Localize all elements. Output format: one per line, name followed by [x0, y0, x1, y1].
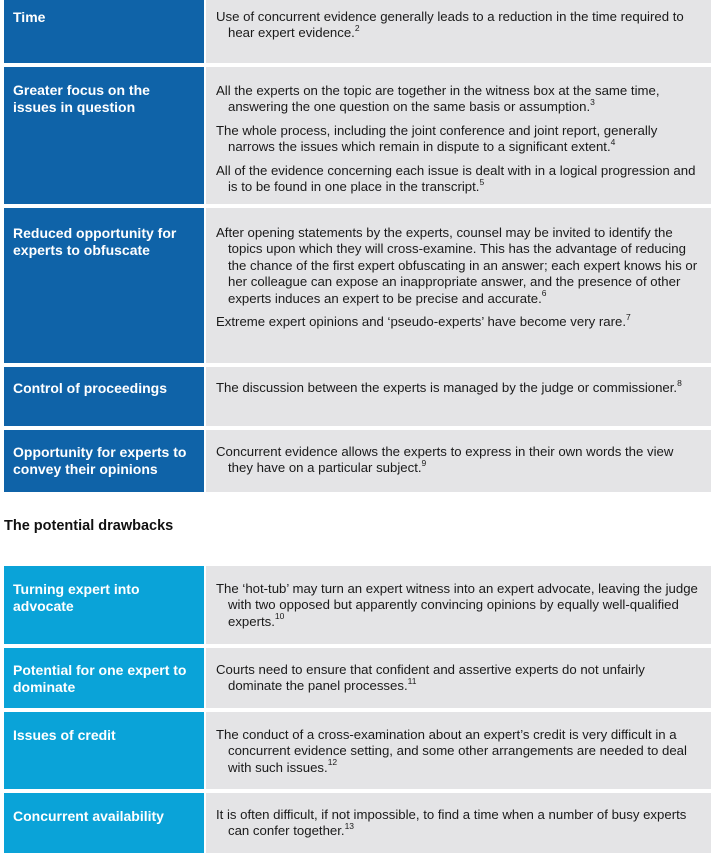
paragraph: Concurrent evidence allows the experts to express in their own words the view they have on a particular subject.$^9$	[216, 444, 674, 476]
paragraph: Use of concurrent evidence generally leads to a reduction in the time required to hear expert evidence.$^2$	[216, 9, 684, 41]
row-content	[206, 430, 711, 492]
table-row	[0, 566, 715, 644]
paragraph: The whole process, including the joint conference and joint report, generally narrows the issues which remain in dispute to a significant extent.$^4$	[216, 122, 658, 155]
row-label: Potential for one expert to dominate	[4, 648, 204, 708]
row-label: Concurrent availability	[4, 793, 204, 853]
paragraph: All of the evidence concerning each issue is dealt with in a logical progression and is to be found in one place in the transcript.$^5$	[216, 162, 696, 195]
table-row	[0, 793, 715, 853]
row-label: Turning expert into advocate	[4, 566, 204, 644]
footnote-ref: 9	[421, 458, 427, 469]
row-content	[206, 0, 711, 63]
footnote-ref: 2	[354, 23, 360, 34]
paragraph: After opening statements by the experts, counsel may be invited to identify the topics upon which they will cross-examine. This has the advantage of reducing the chance of the first expert obfuscating in an answer; each expert knows his or her colleague can expose an inappropriate answer, and the presence of other experts induces an expert to be precise and accurate.$^6$	[216, 225, 698, 306]
row-label: Opportunity for experts to convey their opinions	[4, 430, 204, 492]
paragraph: Extreme expert opinions and ‘pseudo-experts’ have become very rare.$^7$	[216, 311, 631, 330]
section-heading: The potential drawbacks	[4, 518, 174, 534]
table-row	[0, 0, 715, 63]
footnote-ref: 13	[344, 821, 355, 832]
footnote-ref: 11	[407, 676, 417, 687]
paragraph: The ‘hot-tub’ may turn an expert witness into an expert advocate, leaving the judge with two opposed but apparently convincing opinions by equally well-qualified experts.$^{10}$	[216, 581, 698, 629]
paragraph: The conduct of a cross-examination about an expert’s credit is very difficult in a concurrent evidence setting, and some other arrangements are needed to deal with such issues.$^{12}$	[216, 727, 687, 775]
table-row	[0, 208, 715, 363]
table-row	[0, 430, 715, 492]
footnote-ref: 8	[677, 377, 682, 388]
paragraph: The discussion between the experts is managed by the judge or commissioner.$^8$	[216, 377, 682, 395]
footnote-ref: 12	[327, 757, 338, 768]
row-content	[206, 566, 711, 644]
row-content	[206, 367, 711, 426]
footnote-ref: 4	[610, 136, 616, 147]
row-content	[206, 67, 711, 204]
footnote-ref: 6	[541, 288, 547, 299]
row-label: Greater focus on the issues in question	[4, 67, 204, 204]
table-row	[0, 367, 715, 426]
table-row	[0, 67, 715, 204]
footnote-ref: 7	[626, 311, 631, 322]
paragraph: All the experts on the topic are together in the witness box at the same time, answering the one question on the same basis or assumption.$^3$	[216, 83, 660, 115]
row-label: Control of proceedings	[4, 367, 204, 426]
footnote-ref: 5	[479, 176, 485, 187]
paragraph: Courts need to ensure that confident and assertive experts do not unfairly dominate the panel processes.$^{11}$	[216, 662, 645, 694]
row-content	[206, 208, 711, 363]
paragraph: It is often difficult, if not impossible, to find a time when a number of busy experts can confer together.$^{13}$	[216, 807, 687, 839]
row-label: Reduced opportunity for experts to obfuscate	[4, 208, 204, 363]
footnote-ref: 3	[590, 97, 595, 108]
row-content	[206, 712, 711, 789]
row-label: Issues of credit	[4, 712, 204, 789]
footnote-ref: 10	[274, 611, 285, 622]
row-content	[206, 793, 711, 853]
row-label: Time	[4, 0, 204, 63]
table-row	[0, 648, 715, 708]
row-content	[206, 648, 711, 708]
table-row	[0, 712, 715, 789]
